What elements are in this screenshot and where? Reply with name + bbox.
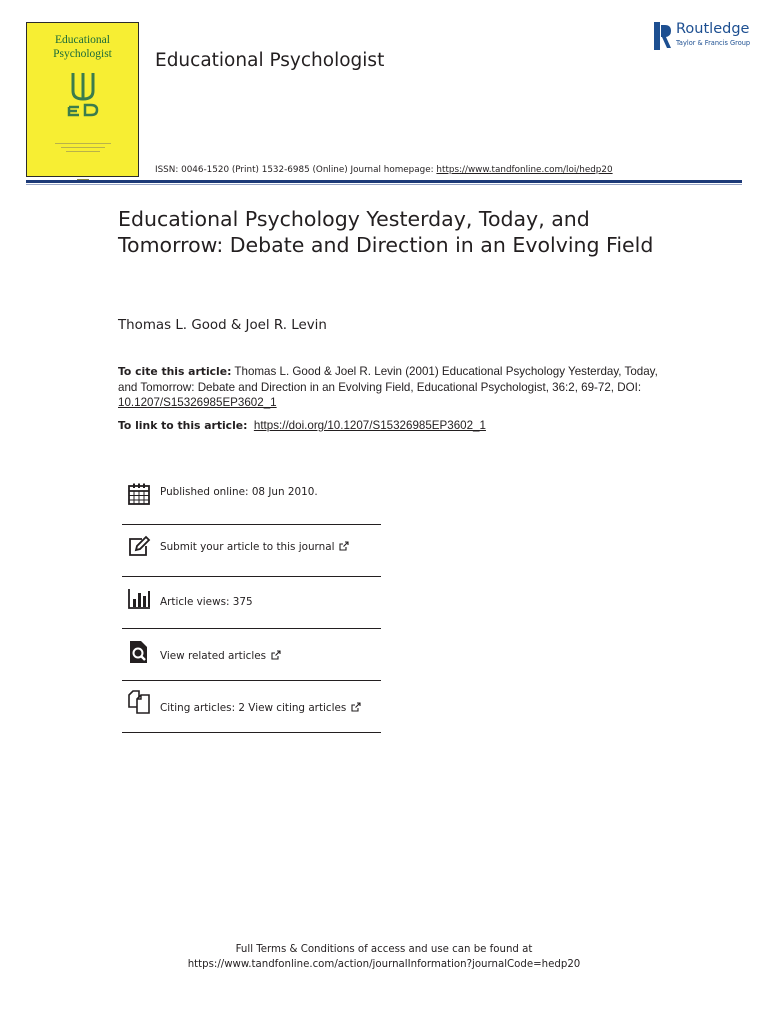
issn-text: ISSN: 0046-1520 (Print) 1532-6985 (Online) Journal homepage: bbox=[155, 165, 437, 175]
terms-url-link[interactable]: https://www.tandfonline.com/action/journalInformation?journalCode=hedp20 bbox=[187, 959, 581, 970]
search-document-icon bbox=[127, 640, 151, 664]
external-link-icon bbox=[339, 541, 349, 551]
journal-homepage-link[interactable]: https://www.tandfonline.com/loi/hedp20 bbox=[436, 165, 613, 175]
article-views: Article views: 375 bbox=[160, 596, 253, 608]
header-divider-thin bbox=[26, 184, 742, 185]
cite-label: To cite this article: bbox=[118, 365, 232, 378]
routledge-r-icon bbox=[654, 22, 672, 50]
bar-chart-icon bbox=[127, 587, 151, 611]
submit-article-label: Submit your article to this journal bbox=[160, 541, 335, 553]
article-doi-link[interactable]: https://doi.org/10.1207/S15326985EP3602_1 bbox=[253, 419, 486, 432]
published-row bbox=[122, 473, 381, 525]
citation-block bbox=[118, 364, 658, 411]
article-title: Educational Psychology Yesterday, Today, and Tomorrow: Debate and Direction in an Evolving Field bbox=[118, 207, 654, 257]
related-articles-label: View related articles bbox=[160, 650, 267, 662]
header-divider bbox=[26, 180, 742, 183]
cover-title-line1: Educational bbox=[55, 34, 110, 46]
article-link-line bbox=[118, 419, 486, 432]
citing-articles-label: Citing articles: 2 View citing articles bbox=[160, 702, 347, 714]
citing-articles-row[interactable] bbox=[122, 681, 381, 733]
journal-name: Educational Psychologist bbox=[155, 50, 385, 71]
published-date: Published online: 08 Jun 2010. bbox=[160, 486, 318, 498]
article-views-row bbox=[122, 577, 381, 629]
submit-article-row[interactable] bbox=[122, 525, 381, 577]
article-info-list bbox=[122, 473, 381, 733]
citing-articles-link[interactable] bbox=[160, 702, 361, 714]
external-link-icon bbox=[271, 650, 281, 660]
submit-article-link[interactable] bbox=[160, 541, 349, 553]
journal-cover[interactable] bbox=[26, 22, 139, 177]
related-articles-row[interactable] bbox=[122, 629, 381, 681]
related-articles-link[interactable] bbox=[160, 650, 281, 662]
cover-title-line2: Psychologist bbox=[53, 48, 112, 60]
article-authors: Thomas L. Good & Joel R. Levin bbox=[118, 318, 327, 333]
edit-icon bbox=[127, 535, 151, 559]
link-label: To link to this article: bbox=[118, 419, 248, 432]
publisher-name: Routledge bbox=[676, 21, 750, 37]
copy-icon bbox=[127, 690, 151, 714]
cover-text-lines bbox=[55, 143, 111, 155]
terms-line: Full Terms & Conditions of access and use can be found at bbox=[235, 944, 533, 955]
calendar-icon bbox=[127, 482, 151, 506]
cover-logo-icon bbox=[65, 69, 101, 117]
cite-doi-link[interactable]: 10.1207/S15326985EP3602_1 bbox=[118, 396, 277, 409]
cover-title bbox=[27, 33, 138, 61]
terms-footer bbox=[0, 942, 768, 972]
publisher-subtitle: Taylor & Francis Group bbox=[676, 39, 751, 47]
cite-text: Thomas L. Good & Joel R. Levin (2001) Educational Psychology Yesterday, Today, and Tomorrow: Debate and Direction in an Evolving Field, Educational Psychologist, 36:2, 69-72, DOI: bbox=[118, 365, 658, 394]
external-link-icon bbox=[351, 702, 361, 712]
issn-line bbox=[155, 165, 613, 175]
